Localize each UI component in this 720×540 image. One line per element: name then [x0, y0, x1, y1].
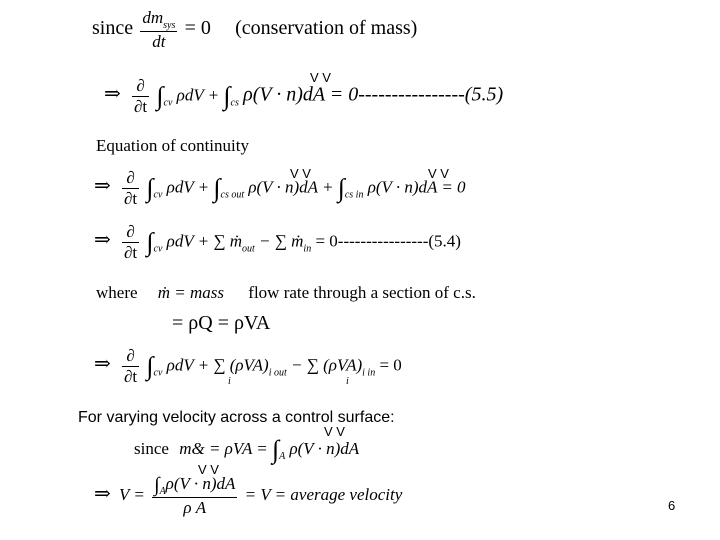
cs-in-subscript: cs in [344, 189, 364, 201]
varying-velocity-caption: For varying velocity across a control surface: [78, 409, 395, 426]
where-word: where [96, 283, 138, 302]
a-subscript: A [159, 486, 166, 497]
term-sum-out: ρdV + ∑ ṁ [166, 231, 243, 251]
dm-numerator: dm [142, 8, 164, 27]
term-rho-dv: ρdV + [176, 85, 220, 105]
equals-zero: = 0 [379, 355, 402, 375]
sum-index: i [228, 376, 231, 387]
implies-arrow: ⇒ [104, 83, 121, 106]
implies-arrow: ⇒ [94, 229, 111, 252]
partial-t: ∂t [124, 367, 138, 386]
equation-sums [94, 346, 402, 387]
implies-arrow: ⇒ [94, 482, 111, 505]
i-out-subscript: i out [268, 367, 287, 379]
partial-t: ∂t [124, 243, 138, 262]
equals-zero: = 0 [184, 16, 211, 39]
v-hat-marks: V V [324, 424, 345, 439]
term-flux-out: ρ(V · n)dA + [248, 177, 334, 197]
average-velocity-definition: = V = average velocity [244, 484, 403, 504]
partial-symbol: ∂ [136, 76, 145, 95]
integral-sign: ∫ [223, 81, 231, 111]
cv-subscript: cv [153, 243, 163, 255]
integral-sign: ∫ [146, 173, 154, 203]
cs-out-subscript: cs out [220, 189, 245, 201]
v-hat-marks: V V [290, 166, 311, 181]
a-subscript: A [279, 450, 286, 462]
term-sum-rhova-out: ρdV + ∑ (ρVA) [166, 355, 269, 375]
where-definition [96, 283, 476, 303]
equation-5-4 [94, 222, 461, 263]
partial-t: ∂t [134, 97, 148, 116]
cv-subscript: cv [163, 97, 173, 109]
mdot-mass: ṁ = mass [157, 283, 225, 302]
partial-symbol: ∂ [126, 168, 135, 187]
cv-subscript: cv [153, 367, 163, 379]
dm-dt-fraction [140, 8, 177, 52]
equation-tail: = 0----------------(5.4) [315, 231, 461, 251]
partial-symbol: ∂ [126, 222, 135, 241]
where-description: flow rate through a section of c.s. [248, 283, 476, 302]
implies-arrow: ⇒ [94, 175, 111, 198]
dt-denominator: dt [152, 32, 166, 51]
since-word: since [134, 438, 169, 458]
integral-sign: ∫ [337, 173, 345, 203]
mdot-symbol: m& [179, 438, 205, 458]
implies-arrow: ⇒ [94, 353, 111, 376]
integral-sign: ∫ [146, 227, 154, 257]
rho-a-denominator: ρ A [183, 498, 207, 517]
cs-subscript: cs [230, 97, 239, 109]
term-flux: ρ(V · n)dA [289, 438, 360, 458]
term-flux: ρ(V · n)dA = 0----------------(5.5) [243, 83, 504, 106]
in-subscript: in [303, 243, 312, 255]
sys-subscript: sys [163, 20, 176, 31]
v-hat-marks: V V [428, 166, 449, 181]
numerator-flux: ρ(V · n)dA [165, 474, 236, 493]
since-word: since [92, 16, 134, 39]
integral-sign: ∫ [146, 351, 154, 381]
partial-symbol: ∂ [126, 346, 135, 365]
out-subscript: out [242, 243, 255, 255]
term-sum-in: − ∑ ṁ [259, 231, 304, 251]
v-hat-marks: V V [310, 70, 331, 85]
integral-sign: ∫ [156, 81, 164, 111]
rho-q-equation: = ρQ = ρVA [172, 312, 271, 334]
partial-t: ∂t [124, 189, 138, 208]
page-number: 6 [668, 498, 676, 513]
term-sum-rhova-in: − ∑ (ρVA) [291, 355, 363, 375]
integral-sign: ∫ [213, 173, 221, 203]
term-rho-va: = ρVA = [208, 438, 268, 458]
equation-5-5 [104, 76, 503, 117]
continuity-heading: Equation of continuity [96, 136, 249, 155]
equation-average-velocity [94, 474, 402, 518]
average-velocity-fraction [152, 474, 237, 518]
cv-subscript: cv [153, 189, 163, 201]
integral-sign: ∫ [272, 435, 280, 464]
term-flux-in: ρ(V · n)dA = 0 [367, 177, 466, 197]
i-in-subscript: i in [362, 367, 376, 379]
integral-sign: ∫ [154, 474, 160, 497]
sum-index: i [346, 376, 349, 387]
term-rho-dv: ρdV + [166, 177, 210, 197]
equation-in-out [94, 168, 466, 209]
conservation-note: (conservation of mass) [235, 16, 418, 39]
v-lhs: V = [119, 484, 145, 504]
equation-conservation [92, 8, 417, 52]
v-hat-marks: V V [198, 462, 219, 477]
equation-mdot [134, 437, 359, 463]
